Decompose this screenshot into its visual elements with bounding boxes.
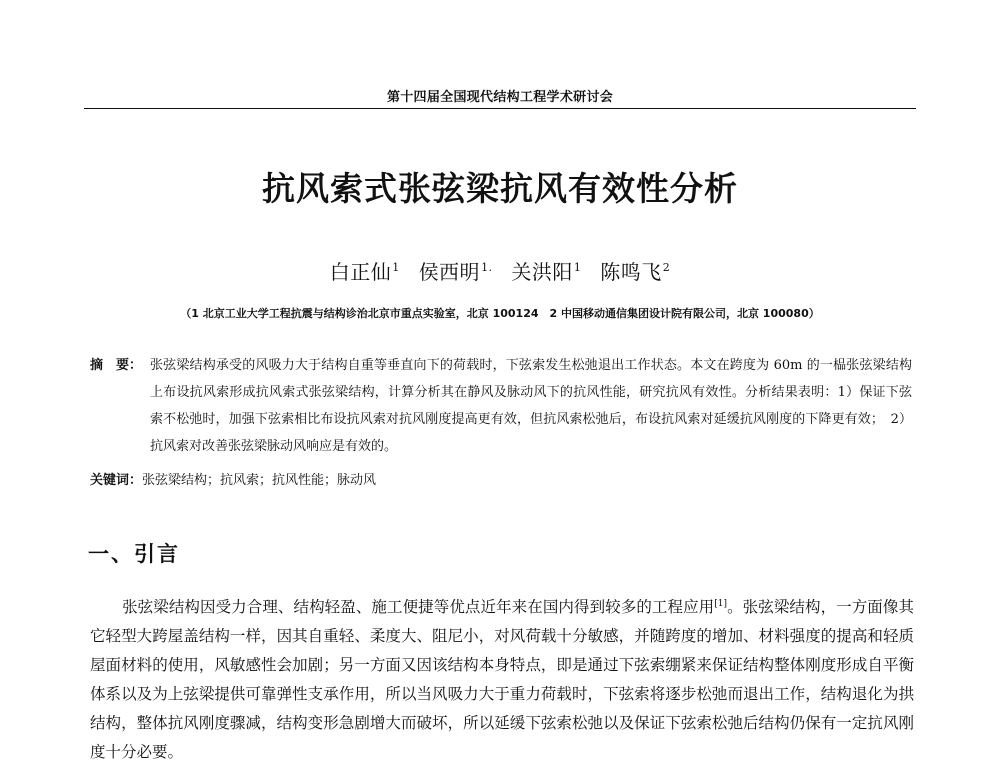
author-affiliation-mark: 1: [573, 261, 582, 275]
keywords-text: 张弦梁结构；抗风索；抗风性能；脉动风: [142, 473, 377, 488]
introduction-paragraph: [90, 593, 914, 767]
author: [419, 260, 493, 284]
author: [600, 260, 670, 284]
author: [330, 260, 400, 284]
intro-text-part-2: 。张弦梁结构，一方面像其它轻型大跨屋盖结构一样，因其自重轻、柔度大、阻尼小，对风荷载十分敏感，并随跨度的增加、材料强度的提高和轻质屋面材料的使用，风敏感性会加剧；另一方面又因该结构本身特点，即是通过下弦索绷紧来保证结构整体刚度形成自平衡体系以及为上弦梁提供可靠弹性支承作用，所以当风吸力大于重力荷载时，下弦索将逐步松弛而退出工作，结构退化为拱结构，整体抗风刚度骤减，结构变形急剧增大而破坏，所以延缓下弦索松弛以及保证下弦索松弛后结构仍保有一定抗风刚度十分必要。: [90, 598, 914, 761]
keywords-label: 关键词：: [90, 473, 143, 488]
author-name: 陈鸣飞: [600, 260, 662, 284]
citation-ref[interactable]: [1]: [714, 598, 727, 609]
abstract: [90, 352, 912, 460]
author-name: 关洪阳: [511, 260, 573, 284]
conference-header: 第十四届全国现代结构工程学术研讨会: [386, 90, 614, 105]
affiliation-line: （1 北京工业大学工程抗震与结构诊治北京市重点实验室，北京 100124 2 中国移动通信集团设计院有限公司，北京 100080）: [180, 307, 820, 320]
header-rule: [84, 108, 916, 109]
author-name: 白正仙: [329, 260, 392, 284]
paper-title: 抗风索式张弦梁抗风有效性分析: [262, 169, 738, 208]
author-name: 侯西明: [418, 260, 481, 284]
abstract-label: 摘 要：: [90, 358, 143, 373]
intro-text-part-1: 张弦梁结构因受力合理、结构轻盈、施工便捷等优点近年来在国内得到较多的工程应用: [122, 598, 715, 616]
author-affiliation-mark: 2: [662, 261, 671, 275]
author-affiliation-mark: 1: [392, 261, 400, 275]
author-list: [0, 256, 1000, 285]
section-heading-introduction: 一、引言: [88, 542, 180, 566]
author: [511, 260, 581, 284]
author-affiliation-mark: 1.: [481, 261, 493, 275]
keywords: [90, 470, 912, 492]
abstract-text: 张弦梁结构承受的风吸力大于结构自重等垂直向下的荷载时，下弦索发生松弛退出工作状态。本文在跨度为 60m 的一榀张弦梁结构上布设抗风索形成抗风索式张弦梁结构，计算分析其在静风及脉动风下的抗风性能，研究抗风有效性。分析结果表明：1）保证下弦索不松弛时，加强下弦索相比布设抗风索对抗风刚度提高更有效，但抗风索松弛后，布设抗风索对延缓抗风刚度的下降更有效； 2）抗风索对改善张弦梁脉动风响应是有效的。: [150, 358, 912, 454]
